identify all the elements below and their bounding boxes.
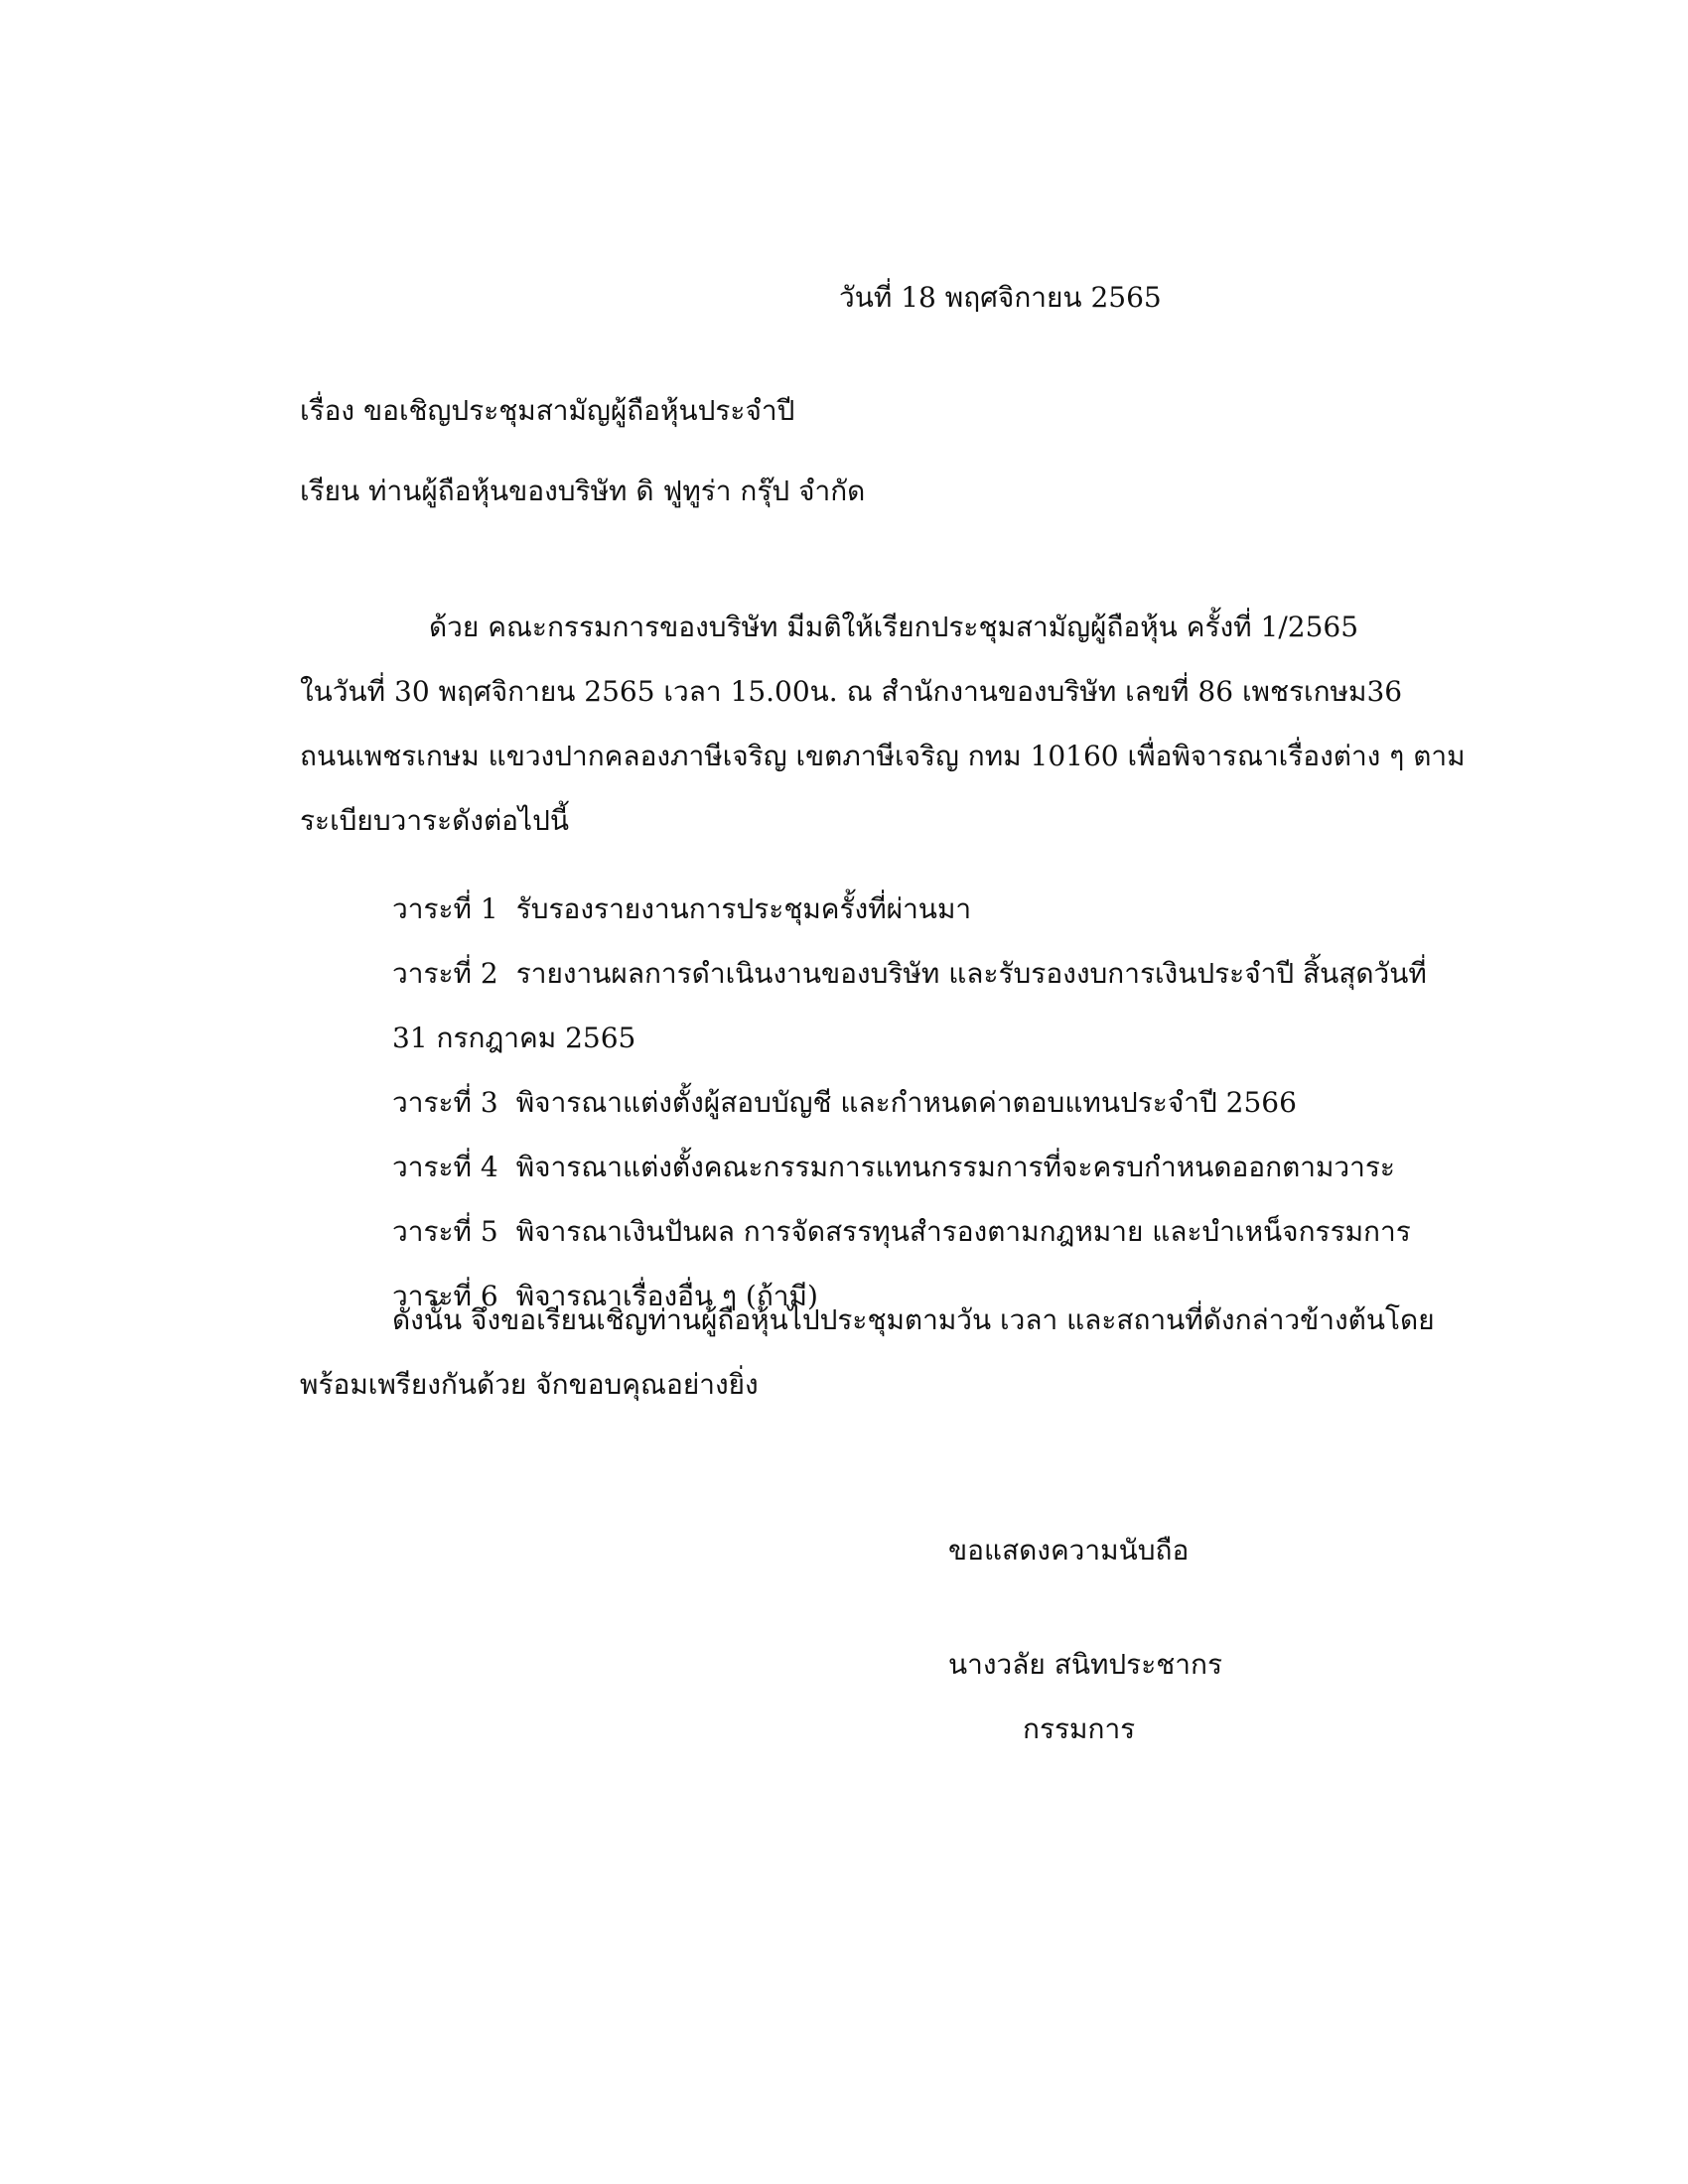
signer-name: นางวลัย สนิทประชากร: [948, 1648, 1222, 1681]
letter-body-paragraph: [300, 608, 1466, 866]
agenda-item-label: วาระที่ 5: [392, 1215, 498, 1248]
agenda-item: [392, 1212, 1411, 1277]
closing-paragraph: [300, 1300, 1435, 1430]
letter-subject: เรื่อง ขอเชิญประชุมสามัญผู้ถือหุ้นประจำปี: [300, 394, 795, 427]
letter-recipient: เรียน ท่านผู้ถือหุ้นของบริษัท ดิ ฟูทูร่า กรุ๊ป จำกัด: [300, 475, 866, 507]
agenda-item-text: พิจารณาเรื่องอื่น ๆ (ถ้ามี): [515, 1280, 818, 1312]
body-line: ด้วย คณะกรรมการของบริษัท มีมติให้เรียกประชุมสามัญผู้ถือหุ้น ครั้งที่ 1/2565: [429, 611, 1359, 643]
agenda-item: [392, 1083, 1385, 1148]
agenda-item-text: พิจารณาเงินปันผล การจัดสรรทุนสำรองตามกฎหมาย และบำเหน็จกรรมการ: [515, 1215, 1411, 1248]
agenda-item-label: วาระที่ 1: [392, 892, 498, 925]
agenda-item-continuation: [392, 1019, 1385, 1083]
agenda-item: [392, 954, 1427, 1019]
agenda-item-label: วาระที่ 4: [392, 1151, 498, 1183]
agenda-item-text: 31 กรกฎาคม 2565: [392, 1022, 636, 1054]
closing-line: ดังนั้น จึงขอเรียนเชิญท่านผู้ถือหุ้นไปประชุมตามวัน เวลา และสถานที่ดังกล่าวข้างต้นโดย: [392, 1303, 1435, 1336]
agenda-item-text: รายงานผลการดำเนินงานของบริษัท และรับรองงบการเงินประจำปี สิ้นสุดวันที่: [515, 957, 1427, 990]
body-line: ระเบียบวาระดังต่อไปนี้: [300, 804, 569, 837]
agenda-item-text: พิจารณาแต่งตั้งผู้สอบบัญชี และกำหนดค่าตอบแทนประจำปี 2566: [515, 1086, 1297, 1119]
agenda-item-label: วาระที่ 2: [392, 957, 498, 990]
body-line: ในวันที่ 30 พฤศจิกายน 2565 เวลา 15.00น. ณ สำนักงานของบริษัท เลขที่ 86 เพชรเกษม36: [300, 675, 1403, 708]
agenda-list: [392, 889, 1427, 1341]
agenda-item: [392, 889, 1385, 954]
agenda-item-label: วาระที่ 6: [392, 1280, 498, 1312]
agenda-item: [392, 1148, 1395, 1212]
agenda-item-text: รับรองรายงานการประชุมครั้งที่ผ่านมา: [515, 892, 972, 925]
body-line: ถนนเพชรเกษม แขวงปากคลองภาษีเจริญ เขตภาษีเจริญ กทม 10160 เพื่อพิจารณาเรื่องต่าง ๆ ตาม: [300, 740, 1466, 772]
letter-date: วันที่ 18 พฤศจิกายน 2565: [839, 281, 1162, 314]
regards-line: ขอแสดงความนับถือ: [948, 1534, 1190, 1567]
agenda-item-label: วาระที่ 3: [392, 1086, 498, 1119]
closing-line: พร้อมเพรียงกันด้วย จักขอบคุณอย่างยิ่ง: [300, 1368, 759, 1401]
agenda-item-text: พิจารณาแต่งตั้งคณะกรรมการแทนกรรมการที่จะครบกำหนดออกตามวาระ: [515, 1151, 1395, 1183]
signer-position: กรรมการ: [1023, 1712, 1136, 1745]
